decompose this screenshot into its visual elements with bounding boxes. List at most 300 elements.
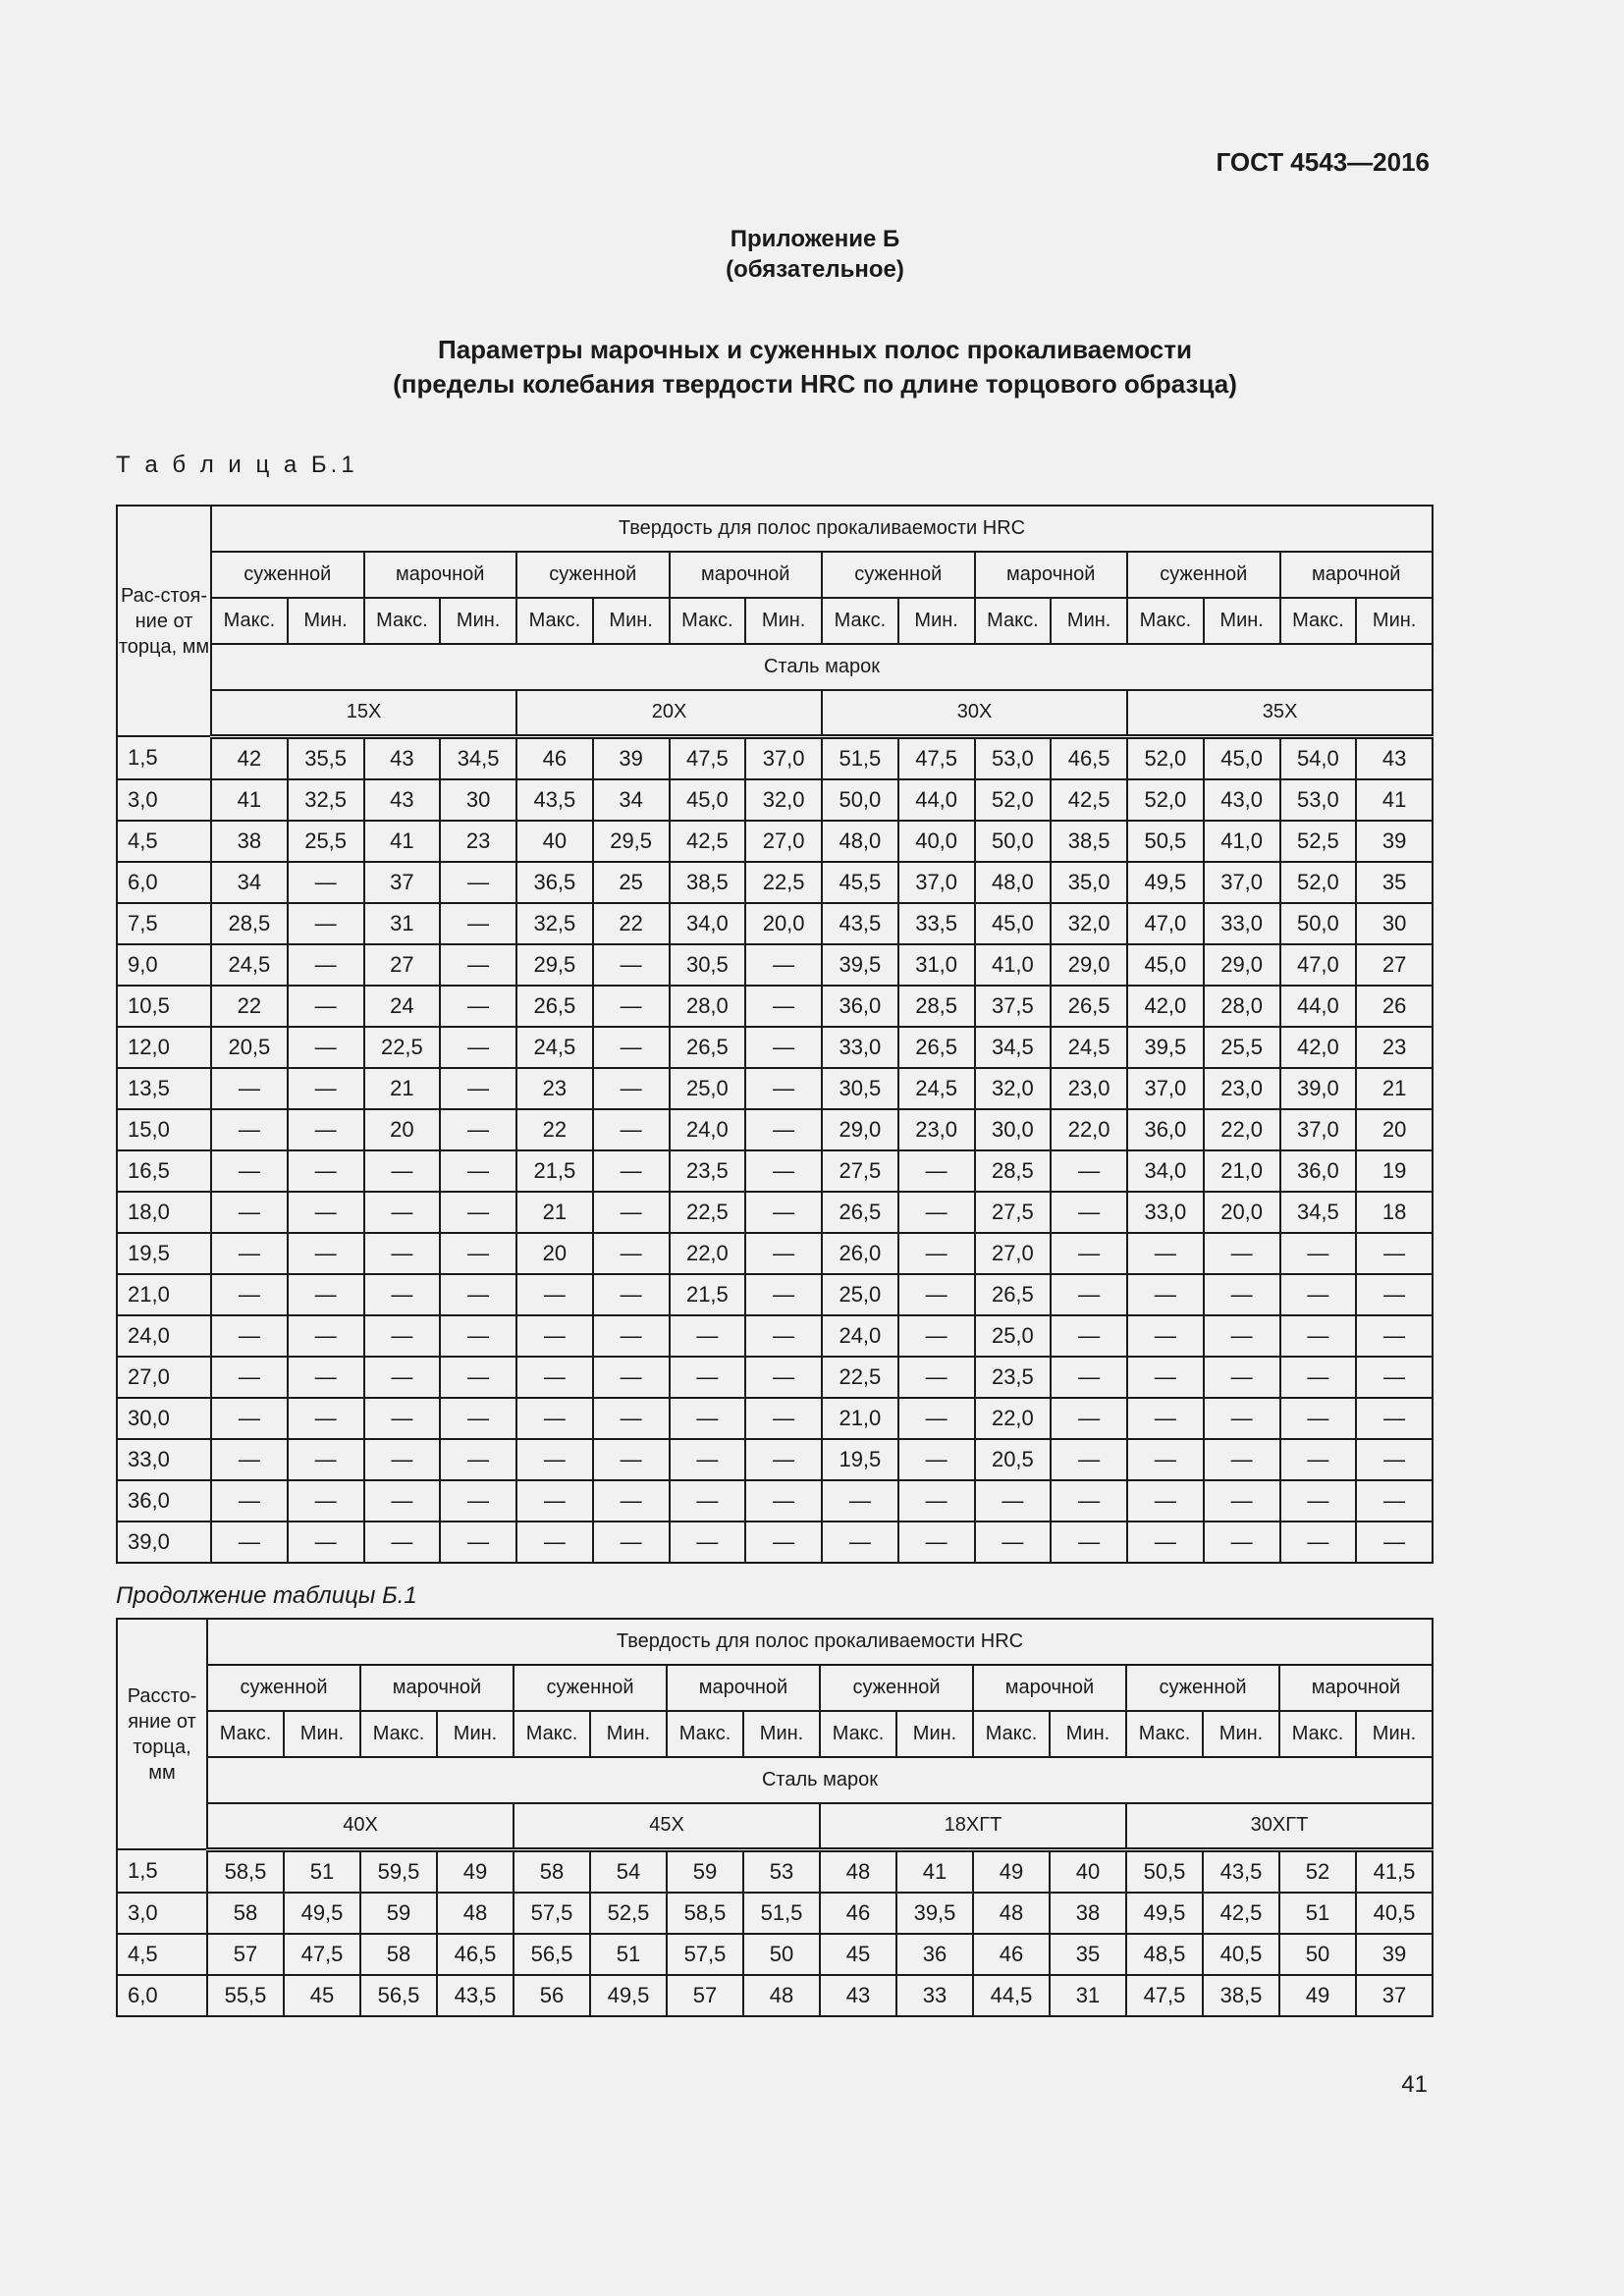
hardness-cell: — (1356, 1398, 1433, 1439)
hardness-cell: 38 (211, 821, 288, 862)
hardness-cell: — (440, 1439, 516, 1480)
minmax-label: Мин. (1204, 598, 1280, 644)
hardness-cell: 45,0 (670, 779, 746, 821)
steel-grade: 40Х (207, 1803, 514, 1849)
distance-cell: 30,0 (117, 1398, 211, 1439)
hardness-cell: 50,0 (822, 779, 898, 821)
minmax-label: Мин. (440, 598, 516, 644)
hardness-cell: 58,5 (667, 1893, 743, 1934)
hardness-cell: — (440, 986, 516, 1027)
hardness-cell: — (1280, 1357, 1357, 1398)
hardness-cell: 22,0 (1051, 1109, 1127, 1150)
hardness-cell: — (745, 1150, 822, 1192)
hardness-cell: — (364, 1439, 441, 1480)
hardness-cell: 32,5 (288, 779, 364, 821)
hardness-cell: 49 (973, 1849, 1050, 1893)
hardness-cell: — (1280, 1233, 1357, 1274)
band-label: марочной (667, 1665, 820, 1711)
steel-row (117, 1757, 1433, 1803)
hardness-cell: 52,0 (1127, 736, 1204, 779)
hardness-cell: 28,5 (211, 903, 288, 944)
hardness-cell: 47,5 (1126, 1975, 1203, 2016)
hardness-cell: 53,0 (975, 736, 1052, 779)
table-row (117, 986, 1433, 1027)
hardness-cell: 44,5 (973, 1975, 1050, 2016)
hardness-cell: — (975, 1522, 1052, 1563)
hardness-cell: 31 (364, 903, 441, 944)
hardness-cell: — (593, 1439, 670, 1480)
hardness-cell: 40,5 (1203, 1934, 1279, 1975)
hardness-cell: 39,5 (896, 1893, 973, 1934)
hardness-cell: — (593, 1068, 670, 1109)
table-row (117, 862, 1433, 903)
hardness-cell: 20 (364, 1109, 441, 1150)
hardness-cell: 34,5 (975, 1027, 1052, 1068)
hardness-cell: — (1204, 1315, 1280, 1357)
hardness-cell: — (898, 1192, 975, 1233)
distance-cell: 19,5 (117, 1233, 211, 1274)
hardness-cell: 34,5 (1280, 1192, 1357, 1233)
minmax-label: Макс. (667, 1711, 743, 1757)
hardness-cell: — (593, 1357, 670, 1398)
hardness-cell: — (593, 1233, 670, 1274)
hardness-cell: — (288, 1150, 364, 1192)
hardness-cell: — (1127, 1480, 1204, 1522)
page-number: 41 (1401, 2071, 1428, 2098)
hardness-cell: — (1127, 1274, 1204, 1315)
hardness-cell: — (1051, 1150, 1127, 1192)
hardness-cell: 48,5 (1126, 1934, 1203, 1975)
hardness-cell: 50 (1279, 1934, 1356, 1975)
hardness-cell: 44,0 (1280, 986, 1357, 1027)
hardness-cell: — (670, 1480, 746, 1522)
hardness-cell: — (288, 986, 364, 1027)
minmax-label: Мин. (437, 1711, 514, 1757)
minmax-label: Мин. (1051, 598, 1127, 644)
hardness-cell: 50,0 (1280, 903, 1357, 944)
hardness-cell: — (670, 1439, 746, 1480)
hardness-cell: 48,0 (822, 821, 898, 862)
hardness-cell: — (1280, 1315, 1357, 1357)
hardness-cell: 27,0 (975, 1233, 1052, 1274)
hardness-cell: — (1127, 1398, 1204, 1439)
band-label: суженной (211, 552, 364, 598)
hardness-cell: 50,0 (975, 821, 1052, 862)
table-row (117, 1439, 1433, 1480)
distance-cell: 6,0 (117, 862, 211, 903)
hardness-cell: 27,5 (975, 1192, 1052, 1233)
hardness-cell: 41,0 (1204, 821, 1280, 862)
hardness-cell: 43 (1356, 736, 1433, 779)
hardness-cell: — (745, 1357, 822, 1398)
section-title (118, 333, 1512, 401)
hardness-cell: — (288, 1233, 364, 1274)
table-row (117, 1109, 1433, 1150)
steel-grade: 30Х (822, 690, 1127, 736)
minmax-label: Макс. (1127, 598, 1204, 644)
distance-column-header: Рассто-яние от торца, мм (117, 1619, 207, 1849)
hardness-cell: 20,0 (745, 903, 822, 944)
hardness-cell: 59 (667, 1849, 743, 1893)
hardness-cell: 50,5 (1126, 1849, 1203, 1893)
document-code: ГОСТ 4543—2016 (1216, 147, 1430, 177)
hardness-cell: — (1051, 1233, 1127, 1274)
hardness-cell: 37,5 (975, 986, 1052, 1027)
hardness-cell: 52,5 (1280, 821, 1357, 862)
table-row (117, 1522, 1433, 1563)
hardness-cell: 35,0 (1051, 862, 1127, 903)
minmax-label: Мин. (1356, 598, 1433, 644)
hardness-cell: 20,5 (211, 1027, 288, 1068)
table-row (117, 1849, 1433, 1893)
hardness-cell: — (440, 1480, 516, 1522)
hardness-cell: 46 (820, 1893, 896, 1934)
distance-cell: 24,0 (117, 1315, 211, 1357)
minmax-label: Макс. (211, 598, 288, 644)
hardness-cell: 22,0 (1204, 1109, 1280, 1150)
hardness-cell: 28,0 (1204, 986, 1280, 1027)
hardness-cell: 45,0 (975, 903, 1052, 944)
hardness-cell: — (593, 1398, 670, 1439)
hardness-cell: 22,0 (975, 1398, 1052, 1439)
hardness-cell: — (898, 1233, 975, 1274)
hardness-cell: 58 (360, 1934, 437, 1975)
hardness-cell: 52,0 (975, 779, 1052, 821)
hardness-cell: — (440, 1233, 516, 1274)
hardness-cell: 25,0 (975, 1315, 1052, 1357)
hardness-cell: — (440, 1109, 516, 1150)
minmax-label: Макс. (516, 598, 593, 644)
table-row (117, 1068, 1433, 1109)
minmax-label: Макс. (820, 1711, 896, 1757)
hardness-cell: — (211, 1233, 288, 1274)
grade-row (117, 1803, 1433, 1849)
hardness-cell: 59,5 (360, 1849, 437, 1893)
hardness-cell: 45,5 (822, 862, 898, 903)
hardness-cell: 37 (1356, 1975, 1433, 2016)
hardness-cell: 22 (516, 1109, 593, 1150)
distance-cell: 18,0 (117, 1192, 211, 1233)
hardness-cell: — (593, 944, 670, 986)
minmax-label: Макс. (975, 598, 1052, 644)
table-row (117, 736, 1433, 779)
hardness-cell: — (822, 1480, 898, 1522)
hardness-cell: 59 (360, 1893, 437, 1934)
minmax-label: Макс. (1280, 598, 1357, 644)
minmax-label: Мин. (896, 1711, 973, 1757)
hardness-cell: 51 (1279, 1893, 1356, 1934)
hardness-cell: 46,5 (1051, 736, 1127, 779)
hardness-cell: 47,5 (670, 736, 746, 779)
hardness-cell: — (1204, 1480, 1280, 1522)
hardness-cell: 33,0 (1204, 903, 1280, 944)
hardness-cell: — (898, 1398, 975, 1439)
hardness-cell: — (440, 1315, 516, 1357)
hardness-cell: — (288, 1439, 364, 1480)
hardness-cell: — (745, 944, 822, 986)
hardness-cell: 26,5 (822, 1192, 898, 1233)
band-label: суженной (820, 1665, 973, 1711)
hardness-cell: 26,5 (975, 1274, 1052, 1315)
hardness-cell: 25,0 (670, 1068, 746, 1109)
hardness-cell: 51,5 (822, 736, 898, 779)
hardness-cell: 21 (1356, 1068, 1433, 1109)
minmax-label: Мин. (1050, 1711, 1126, 1757)
hardness-cell: 22 (211, 986, 288, 1027)
hardness-cell: 18 (1356, 1192, 1433, 1233)
minmax-label: Макс. (1279, 1711, 1356, 1757)
hardness-cell: 37,0 (1127, 1068, 1204, 1109)
section-title-line-1: Параметры марочных и суженных полос прокаливаемости (438, 335, 1192, 364)
hardness-cell: 30,5 (822, 1068, 898, 1109)
hardness-cell: 23,0 (1204, 1068, 1280, 1109)
hardness-cell: — (1051, 1480, 1127, 1522)
distance-cell: 6,0 (117, 1975, 207, 2016)
table-row (117, 1315, 1433, 1357)
hardness-cell: — (211, 1068, 288, 1109)
hardness-cell: 34 (211, 862, 288, 903)
hardness-cell: — (1051, 1315, 1127, 1357)
hardness-cell: — (516, 1439, 593, 1480)
hardness-cell: — (364, 1315, 441, 1357)
hardness-cell: 27,0 (745, 821, 822, 862)
hardness-cell: 34,0 (670, 903, 746, 944)
band-label: марочной (1280, 552, 1434, 598)
hardness-cell: 53,0 (1280, 779, 1357, 821)
hardness-cell: 25,5 (288, 821, 364, 862)
band-label: суженной (516, 552, 670, 598)
grade-row (117, 690, 1433, 736)
hardness-cell: 35 (1356, 862, 1433, 903)
hardness-cell: — (288, 1398, 364, 1439)
hardness-cell: — (593, 1027, 670, 1068)
hardness-cell: — (1356, 1439, 1433, 1480)
hardness-cell: 33 (896, 1975, 973, 2016)
distance-column-header: Рас-стоя-ние от торца, мм (117, 506, 211, 736)
hardness-cell: — (670, 1357, 746, 1398)
hardness-cell: — (288, 862, 364, 903)
hardness-cell: — (211, 1357, 288, 1398)
hardness-cell: — (364, 1522, 441, 1563)
table-row (117, 903, 1433, 944)
hardness-cell: — (211, 1480, 288, 1522)
hardness-cell: 20,5 (975, 1439, 1052, 1480)
hardness-cell: 32,5 (516, 903, 593, 944)
hardness-cell: 23,5 (975, 1357, 1052, 1398)
minmax-label: Макс. (973, 1711, 1050, 1757)
hardness-cell: 34 (593, 779, 670, 821)
hardness-cell: 35,5 (288, 736, 364, 779)
hardness-cell: 39,0 (1280, 1068, 1357, 1109)
hardness-cell: 25,5 (1204, 1027, 1280, 1068)
hardness-cell: 50 (743, 1934, 820, 1975)
hardness-table-b1-continued (116, 1618, 1434, 2017)
hardness-cell: 42,0 (1280, 1027, 1357, 1068)
hardness-cell: 30 (1356, 903, 1433, 944)
hardness-cell: 48 (820, 1849, 896, 1893)
hardness-cell: — (822, 1522, 898, 1563)
hardness-cell: 19,5 (822, 1439, 898, 1480)
hardness-cell: — (745, 1109, 822, 1150)
hardness-cell: — (440, 944, 516, 986)
hardness-cell: — (440, 1274, 516, 1315)
hardness-cell: — (1204, 1233, 1280, 1274)
appendix-heading (118, 224, 1512, 285)
hardness-cell: 38 (1050, 1893, 1126, 1934)
table-row (117, 779, 1433, 821)
hardness-cell: 45,0 (1127, 944, 1204, 986)
distance-cell: 13,5 (117, 1068, 211, 1109)
hardness-cell: — (364, 1274, 441, 1315)
hardness-cell: 26,5 (898, 1027, 975, 1068)
hardness-cell: — (1127, 1315, 1204, 1357)
band-row (117, 552, 1433, 598)
hardness-cell: 23 (1356, 1027, 1433, 1068)
hardness-cell: — (1356, 1274, 1433, 1315)
hardness-cell: 40,0 (898, 821, 975, 862)
hardness-cell: — (745, 1233, 822, 1274)
minmax-label: Мин. (593, 598, 670, 644)
hardness-cell: 43,0 (1204, 779, 1280, 821)
distance-cell: 3,0 (117, 779, 211, 821)
hardness-cell: — (440, 862, 516, 903)
hardness-cell: — (288, 1109, 364, 1150)
hardness-cell: 26,5 (670, 1027, 746, 1068)
minmax-row (117, 598, 1433, 644)
hardness-cell: — (898, 1522, 975, 1563)
hardness-cell: 22,5 (364, 1027, 441, 1068)
minmax-label: Мин. (745, 598, 822, 644)
hardness-cell: 49 (437, 1849, 514, 1893)
hardness-cell: — (670, 1522, 746, 1563)
hardness-cell: 24,5 (898, 1068, 975, 1109)
hardness-cell: — (288, 1068, 364, 1109)
hardness-cell: 37,0 (1280, 1109, 1357, 1150)
hardness-cell: 56,5 (360, 1975, 437, 2016)
header-row (117, 1619, 1433, 1665)
hardness-cell: — (364, 1480, 441, 1522)
hardness-cell: 33,5 (898, 903, 975, 944)
hardness-cell: 23,5 (670, 1150, 746, 1192)
hardness-cell: 27,5 (822, 1150, 898, 1192)
hardness-cell: — (516, 1274, 593, 1315)
distance-cell: 39,0 (117, 1522, 211, 1563)
hardness-cell: — (898, 1274, 975, 1315)
distance-cell: 15,0 (117, 1109, 211, 1150)
hardness-cell: 31,0 (898, 944, 975, 986)
hardness-cell: 47,5 (284, 1934, 360, 1975)
hardness-cell: 46 (973, 1934, 1050, 1975)
hardness-cell: 29,0 (1204, 944, 1280, 986)
hardness-cell: 23,0 (1051, 1068, 1127, 1109)
hardness-cell: 30,5 (670, 944, 746, 986)
hardness-cell: 52,0 (1280, 862, 1357, 903)
band-label: суженной (822, 552, 975, 598)
hardness-cell: 25,0 (822, 1274, 898, 1315)
steel-grade: 35Х (1127, 690, 1433, 736)
hardness-cell: 36,0 (1280, 1150, 1357, 1192)
hardness-cell: 41 (896, 1849, 973, 1893)
hardness-cell: 47,5 (898, 736, 975, 779)
table-row (117, 1975, 1433, 2016)
hardness-cell: — (211, 1150, 288, 1192)
hardness-cell: 24,5 (1051, 1027, 1127, 1068)
hardness-cell: — (288, 944, 364, 986)
table-row (117, 1893, 1433, 1934)
hardness-cell: 28,5 (898, 986, 975, 1027)
hardness-cell: — (898, 1480, 975, 1522)
hardness-cell: — (745, 1522, 822, 1563)
table-row (117, 1192, 1433, 1233)
hardness-cell: 40 (1050, 1849, 1126, 1893)
steel-grade: 30ХГТ (1126, 1803, 1433, 1849)
hardness-cell: 57,5 (514, 1893, 590, 1934)
hardness-cell: 26,5 (1051, 986, 1127, 1027)
hardness-cell: — (1127, 1439, 1204, 1480)
hardness-cell: — (1280, 1522, 1357, 1563)
hardness-cell: — (288, 1357, 364, 1398)
hardness-cell: 39 (1356, 1934, 1433, 1975)
hardness-cell: 35 (1050, 1934, 1126, 1975)
hardness-cell: 48 (973, 1893, 1050, 1934)
band-label: суженной (1126, 1665, 1279, 1711)
hardness-cell: 49,5 (590, 1975, 667, 2016)
appendix-title: Приложение Б (730, 226, 900, 252)
steel-grades-header: Сталь марок (207, 1757, 1433, 1803)
minmax-label: Мин. (284, 1711, 360, 1757)
hardness-cell: 48,0 (975, 862, 1052, 903)
hardness-cell: 32,0 (1051, 903, 1127, 944)
hardness-cell: — (440, 1068, 516, 1109)
hardness-cell: — (211, 1315, 288, 1357)
hardness-cell: — (516, 1480, 593, 1522)
hardness-cell: 41,0 (975, 944, 1052, 986)
hardness-cell: — (1127, 1522, 1204, 1563)
steel-grade: 15Х (211, 690, 516, 736)
distance-cell: 16,5 (117, 1150, 211, 1192)
hardness-cell: 41 (1356, 779, 1433, 821)
hardness-cell: 41 (211, 779, 288, 821)
hardness-cell: 31 (1050, 1975, 1126, 2016)
hardness-cell: — (745, 1315, 822, 1357)
hardness-cell: 24,5 (211, 944, 288, 986)
hardness-cell: 21 (516, 1192, 593, 1233)
steel-grade: 18ХГТ (820, 1803, 1126, 1849)
hardness-cell: 39 (1356, 821, 1433, 862)
minmax-label: Макс. (207, 1711, 284, 1757)
hardness-cell: 57 (667, 1975, 743, 2016)
hardness-cell: — (364, 1233, 441, 1274)
distance-cell: 7,5 (117, 903, 211, 944)
hardness-cell: — (440, 1522, 516, 1563)
hardness-cell: — (440, 1027, 516, 1068)
band-label: марочной (975, 552, 1128, 598)
distance-cell: 9,0 (117, 944, 211, 986)
hardness-cell: — (745, 1398, 822, 1439)
hardness-cell: 23 (516, 1068, 593, 1109)
hardness-cell: — (1051, 1357, 1127, 1398)
distance-cell: 36,0 (117, 1480, 211, 1522)
hardness-cell: 29,0 (822, 1109, 898, 1150)
hardness-cell: 19 (1356, 1150, 1433, 1192)
hardness-cell: — (1127, 1233, 1204, 1274)
hardness-cell: — (1204, 1357, 1280, 1398)
band-label: марочной (670, 552, 823, 598)
hardness-cell: 34,0 (1127, 1150, 1204, 1192)
minmax-label: Макс. (1126, 1711, 1203, 1757)
hardness-cell: 45,0 (1204, 736, 1280, 779)
hardness-cell: 49,5 (284, 1893, 360, 1934)
